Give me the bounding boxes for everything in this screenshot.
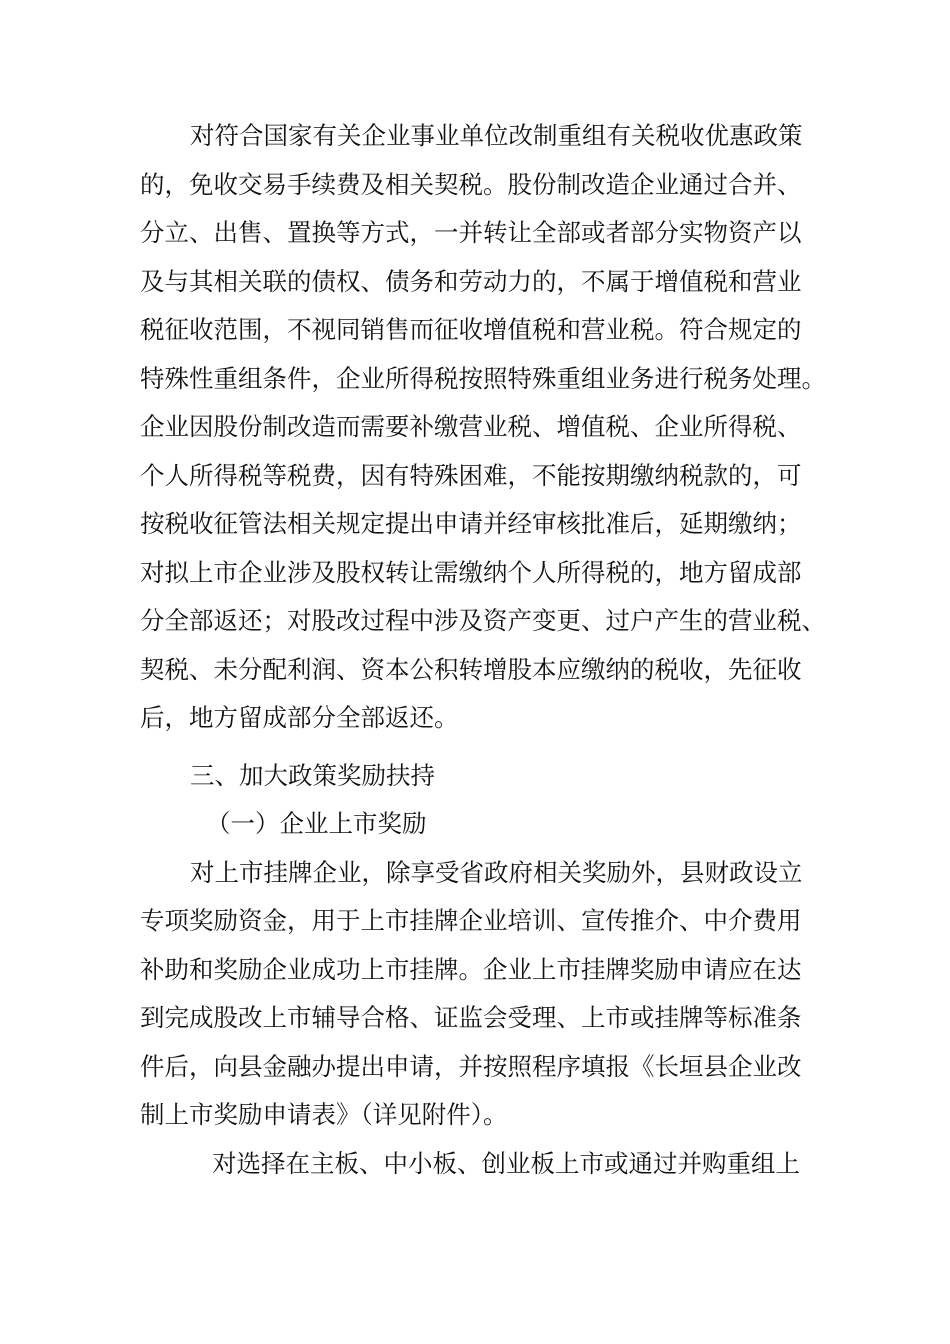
paragraph-line: 专项奖励资金，用于上市挂牌企业培训、宣传推介、中介费用: [140, 906, 802, 935]
paragraph-line: 对符合国家有关企业事业单位改制重组有关税收优惠政策: [190, 121, 803, 150]
subsection-heading: （一）企业上市奖励: [206, 809, 427, 838]
paragraph-line: 契税、未分配利润、资本公积转增股本应缴纳的税收，先征收: [140, 654, 802, 684]
paragraph-line: 分立、出售、置换等方式，一并转让全部或者部分实物资产以: [140, 218, 802, 247]
paragraph-line: 件后，向县金融办提出申请，并按照程序填报《长垣县企业改: [140, 1051, 802, 1081]
paragraph-line: 后，地方留成部分全部返还。: [140, 703, 459, 732]
section-heading: 三、加大政策奖励扶持: [190, 760, 435, 790]
paragraph-line: 补助和奖励企业成功上市挂牌。企业上市挂牌奖励申请应在达: [140, 954, 802, 984]
paragraph-line: 企业因股份制改造而需要补缴营业税、增值税、企业所得税、: [140, 412, 802, 441]
paragraph-line: 按税收征管法相关规定提出申请并经审核批准后，延期缴纳；: [140, 509, 802, 538]
document-body: [140, 112, 826, 1188]
paragraph-line: 对选择在主板、中小板、创业板上市或通过并购重组上: [212, 1148, 800, 1178]
paragraph-line: 及与其相关联的债权、债务和劳动力的，不属于增值税和营业: [140, 266, 802, 296]
paragraph-line: 个人所得税等税费，因有特殊困难，不能按期缴纳税款的，可: [140, 460, 802, 490]
paragraph-line: 对上市挂牌企业，除享受省政府相关奖励外，县财政设立: [190, 857, 803, 887]
paragraph-line: 到完成股改上市辅导合格、证监会受理、上市或挂牌等标准条: [140, 1003, 802, 1032]
paragraph-line: 分全部返还；对股改过程中涉及资产变更、过户产生的营业税、: [140, 606, 826, 635]
paragraph-line: 对拟上市企业涉及股权转让需缴纳个人所得税的，地方留成部: [140, 557, 802, 587]
paragraph-line: 制上市奖励申请表》（详见附件）。: [140, 1100, 508, 1129]
paragraph-line: 的，免收交易手续费及相关契税。股份制改造企业通过合并、: [140, 169, 802, 199]
paragraph-line: 税征收范围，不视同销售而征收增值税和营业税。符合规定的: [140, 315, 802, 344]
paragraph-line: 特殊性重组条件，企业所得税按照特殊重组业务进行税务处理。: [140, 363, 826, 393]
